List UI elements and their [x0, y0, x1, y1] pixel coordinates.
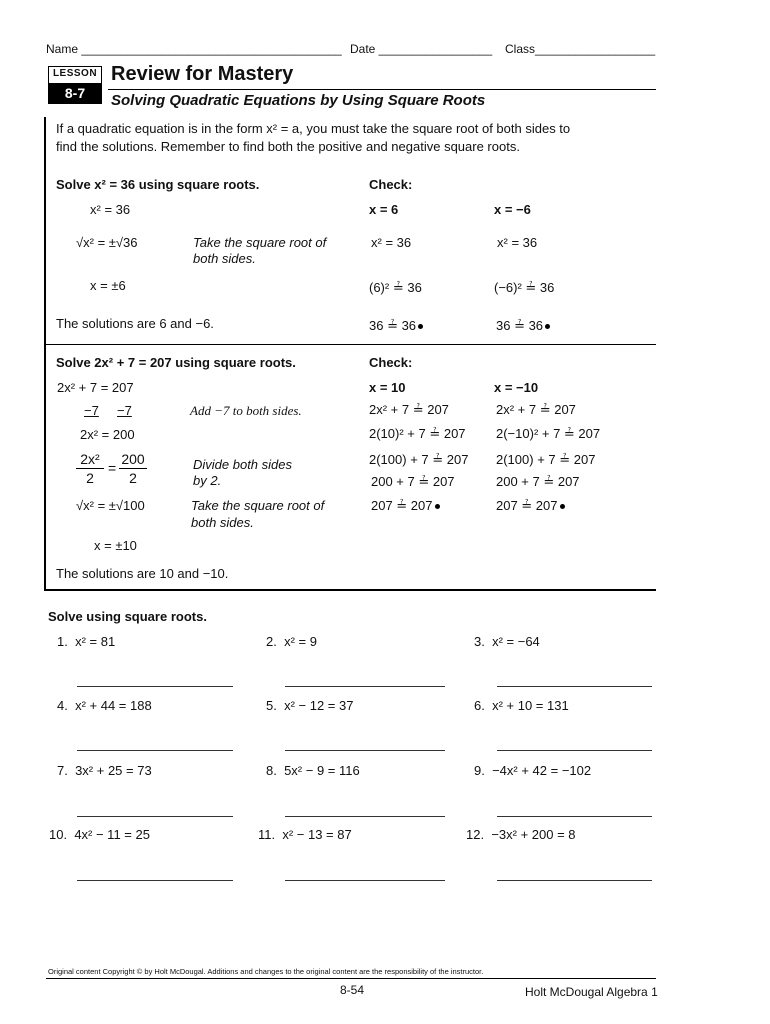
fraction-equals: =	[108, 460, 117, 476]
fraction-left-numerator: 2x²	[80, 451, 100, 467]
example1-step2-note-2: both sides.	[193, 251, 256, 266]
example2-step6: x = ±10	[94, 538, 137, 553]
intro-line-1: If a quadratic equation is in the form x² = a, you must take the square root of both sides to	[56, 121, 571, 136]
example2-check-heading: Check:	[369, 355, 413, 370]
answer-line-12[interactable]	[497, 880, 652, 881]
example2-check-b-line5: 207 ≟ 207	[496, 498, 565, 514]
example1-check-b-line1: x² = 36	[497, 235, 538, 250]
example2-check-b-head: x = −10	[494, 380, 539, 395]
answer-line-11[interactable]	[285, 880, 445, 881]
problem-3: 3. x² = −64	[474, 634, 540, 649]
example1-step2-note-1: Take the square root of	[193, 235, 327, 250]
answer-line-4[interactable]	[77, 750, 233, 751]
copyright-notice: Original content Copyright © by Holt McDougal. Additions and changes to the original content are the responsibility of the instructor.	[48, 967, 484, 976]
fraction-left-denominator: 2	[86, 470, 94, 486]
example1-check-heading: Check:	[369, 177, 413, 192]
answer-line-2[interactable]	[285, 686, 445, 687]
example1-check-a-head: x = 6	[369, 202, 399, 217]
page-number: 8-54	[340, 983, 365, 997]
example2-step2-left: −7	[84, 403, 99, 418]
lesson-number: 8-7	[49, 83, 101, 103]
answer-line-3[interactable]	[497, 686, 652, 687]
example1-check-a-line3: 36 ≟ 36	[369, 318, 423, 334]
fraction-right-bar	[119, 468, 147, 469]
page-title: Review for Mastery	[111, 63, 294, 85]
frame-left-border	[44, 117, 46, 590]
check-dot	[418, 324, 423, 329]
answer-line-10[interactable]	[77, 880, 233, 881]
check-dot	[560, 504, 565, 509]
example2-check-b-line3: 2(100) + 7 ≟ 207	[496, 452, 596, 467]
lesson-label: LESSON	[52, 68, 98, 79]
problem-4: 4. x² + 44 = 188	[57, 698, 152, 713]
example2-heading: Solve 2x² + 7 = 207 using square roots.	[56, 355, 296, 370]
answer-line-1[interactable]	[77, 686, 233, 687]
problem-10: 10. 4x² − 11 = 25	[49, 827, 150, 842]
example2-check-a-line5: 207 ≟ 207	[371, 498, 440, 514]
intro-line-2: find the solutions. Remember to find both the positive and negative square roots.	[56, 139, 520, 154]
fraction-left-bar	[76, 468, 104, 469]
example2-step1: 2x² + 7 = 207	[57, 380, 134, 395]
example2-check-b-line2: 2(−10)² + 7 ≟ 207	[496, 426, 601, 441]
example1-check-b-line2: (−6)² ≟ 36	[494, 280, 555, 295]
example2-step5-note-1: Take the square root of	[191, 498, 325, 513]
example2-step4-note-1: Divide both sides	[193, 457, 292, 472]
example2-check-b-line1: 2x² + 7 ≟ 207	[496, 402, 576, 417]
answer-line-8[interactable]	[285, 816, 445, 817]
example2-check-b-line4: 200 + 7 ≟ 207	[496, 474, 580, 489]
answer-line-9[interactable]	[497, 816, 652, 817]
example1-conclusion: The solutions are 6 and −6.	[56, 316, 214, 331]
example2-step2-right: −7	[117, 403, 132, 418]
example2-step2-note: Add −7 to both sides.	[190, 403, 302, 418]
problem-12: 12. −3x² + 200 = 8	[466, 827, 576, 842]
check-dot	[435, 504, 440, 509]
example2-check-a-line1: 2x² + 7 ≟ 207	[369, 402, 449, 417]
practice-heading: Solve using square roots.	[48, 609, 207, 624]
fraction-right-denominator: 2	[129, 470, 137, 486]
example1-check-a-line2: (6)² ≟ 36	[369, 280, 422, 295]
example1-check-b-line3: 36 ≟ 36	[496, 318, 550, 334]
title-rule	[108, 89, 656, 90]
example2-step4-note-2: by 2.	[193, 473, 222, 488]
problem-6: 6. x² + 10 = 131	[474, 698, 569, 713]
problem-9: 9. −4x² + 42 = −102	[474, 763, 592, 778]
section-divider	[46, 344, 656, 345]
class-field: Class__________________	[505, 42, 656, 56]
lesson-badge	[48, 66, 102, 104]
problem-2: 2. x² = 9	[266, 634, 317, 649]
example2-conclusion: The solutions are 10 and −10.	[56, 566, 229, 581]
problem-7: 7. 3x² + 25 = 73	[57, 763, 152, 778]
example2-check-a-line3: 2(100) + 7 ≟ 207	[369, 452, 469, 467]
problem-1: 1. x² = 81	[57, 634, 116, 649]
example2-step3: 2x² = 200	[80, 427, 135, 442]
example2-step5: √x² = ±√100	[76, 498, 145, 513]
problem-11: 11. x² − 13 = 87	[258, 827, 352, 842]
frame-bottom-border	[44, 589, 656, 591]
problem-5: 5. x² − 12 = 37	[266, 698, 354, 713]
answer-line-5[interactable]	[285, 750, 445, 751]
fraction-right-numerator: 200	[121, 451, 145, 467]
example1-step3: x = ±6	[90, 278, 126, 293]
example2-check-a-line2: 2(10)² + 7 ≟ 207	[369, 426, 466, 441]
example1-check-b-head: x = −6	[494, 202, 531, 217]
check-dot	[545, 324, 550, 329]
example1-step2: √x² = ±√36	[76, 235, 138, 250]
problem-8: 8. 5x² − 9 = 116	[266, 763, 360, 778]
example1-step1: x² = 36	[90, 202, 131, 217]
example2-step5-note-2: both sides.	[191, 515, 254, 530]
answer-line-6[interactable]	[497, 750, 652, 751]
example2-check-a-head: x = 10	[369, 380, 406, 395]
page-subtitle: Solving Quadratic Equations by Using Square Roots	[111, 92, 486, 109]
date-field: Date _________________	[350, 42, 493, 56]
example1-check-a-line1: x² = 36	[371, 235, 412, 250]
footer-rule	[46, 978, 656, 979]
name-field: Name _______________________________________	[46, 42, 342, 56]
example2-check-a-line4: 200 + 7 ≟ 207	[371, 474, 455, 489]
answer-line-7[interactable]	[77, 816, 233, 817]
book-title: Holt McDougal Algebra 1	[525, 985, 658, 999]
example1-heading: Solve x² = 36 using square roots.	[56, 177, 260, 192]
